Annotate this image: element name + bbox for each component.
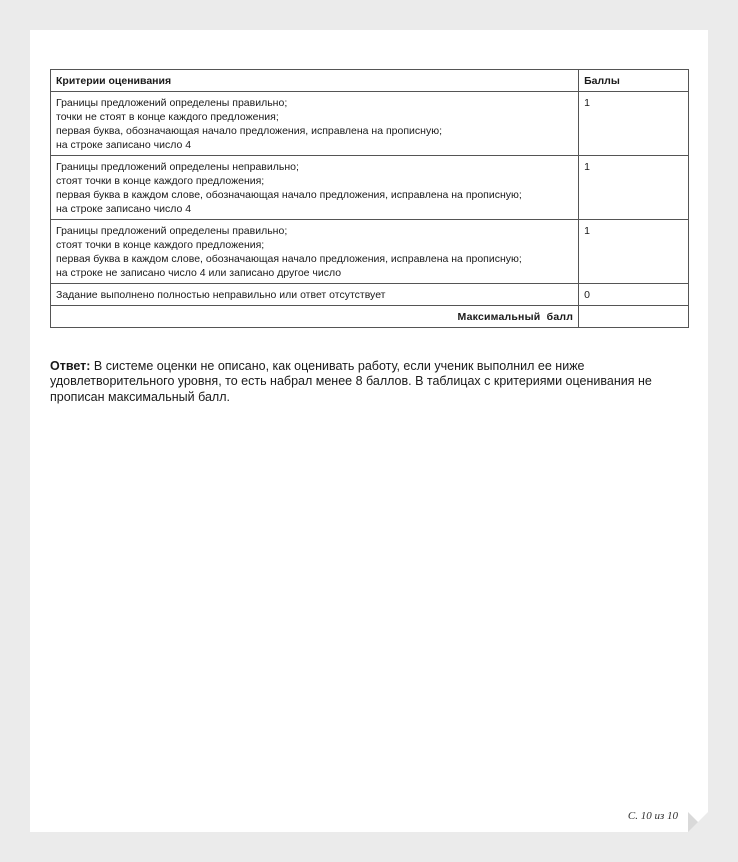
criteria-line: точки не стоят в конце каждого предложения; <box>56 111 279 123</box>
max-score-row <box>51 306 689 328</box>
criteria-table <box>50 69 689 328</box>
criteria-cell <box>51 220 579 284</box>
points-cell: 1 <box>579 220 689 284</box>
table-row <box>51 156 689 220</box>
table-header-row <box>51 70 689 92</box>
max-score-label: Максимальный балл <box>51 306 579 328</box>
criteria-header: Критерии оценивания <box>51 70 579 92</box>
answer-text: В системе оценки не описано, как оценивать работу, если ученик выполнил ее ниже удовлетворительного уровня, то есть набрал менее 8 баллов. В таблицах с критериями оценивания не прописан максимальный балл. <box>50 358 652 404</box>
points-cell: 1 <box>579 92 689 156</box>
criteria-cell <box>51 156 579 220</box>
max-score-value <box>579 306 689 328</box>
criteria-line: Задание выполнено полностью неправильно или ответ отсутствует <box>56 289 386 301</box>
criteria-line: на строке не записано число 4 или записано другое число <box>56 267 342 279</box>
page-corner-cutout <box>688 812 708 832</box>
criteria-line: Границы предложений определены правильно; <box>56 225 288 237</box>
table-row <box>51 220 689 284</box>
criteria-line: стоят точки в конце каждого предложения; <box>56 175 265 187</box>
points-cell: 0 <box>579 284 689 306</box>
criteria-line: первая буква в каждом слове, обозначающая начало предложения, исправлена на прописную; <box>56 253 522 265</box>
criteria-line: на строке записано число 4 <box>56 203 192 215</box>
answer-label: Ответ: <box>50 358 91 373</box>
criteria-cell <box>51 92 579 156</box>
criteria-line: Границы предложений определены неправильно; <box>56 161 299 173</box>
criteria-line: Границы предложений определены правильно; <box>56 97 288 109</box>
criteria-line: первая буква, обозначающая начало предложения, исправлена на прописную; <box>56 125 442 137</box>
document-page <box>30 30 708 832</box>
points-cell: 1 <box>579 156 689 220</box>
table-row <box>51 284 689 306</box>
criteria-line: первая буква в каждом слове, обозначающая начало предложения, исправлена на прописную; <box>56 189 522 201</box>
answer-paragraph <box>50 359 695 406</box>
criteria-cell <box>51 284 579 306</box>
points-header: Баллы <box>579 70 689 92</box>
criteria-line: на строке записано число 4 <box>56 139 192 151</box>
criteria-line: стоят точки в конце каждого предложения; <box>56 239 265 251</box>
table-row <box>51 92 689 156</box>
page-number: С. 10 из 10 <box>627 810 678 822</box>
